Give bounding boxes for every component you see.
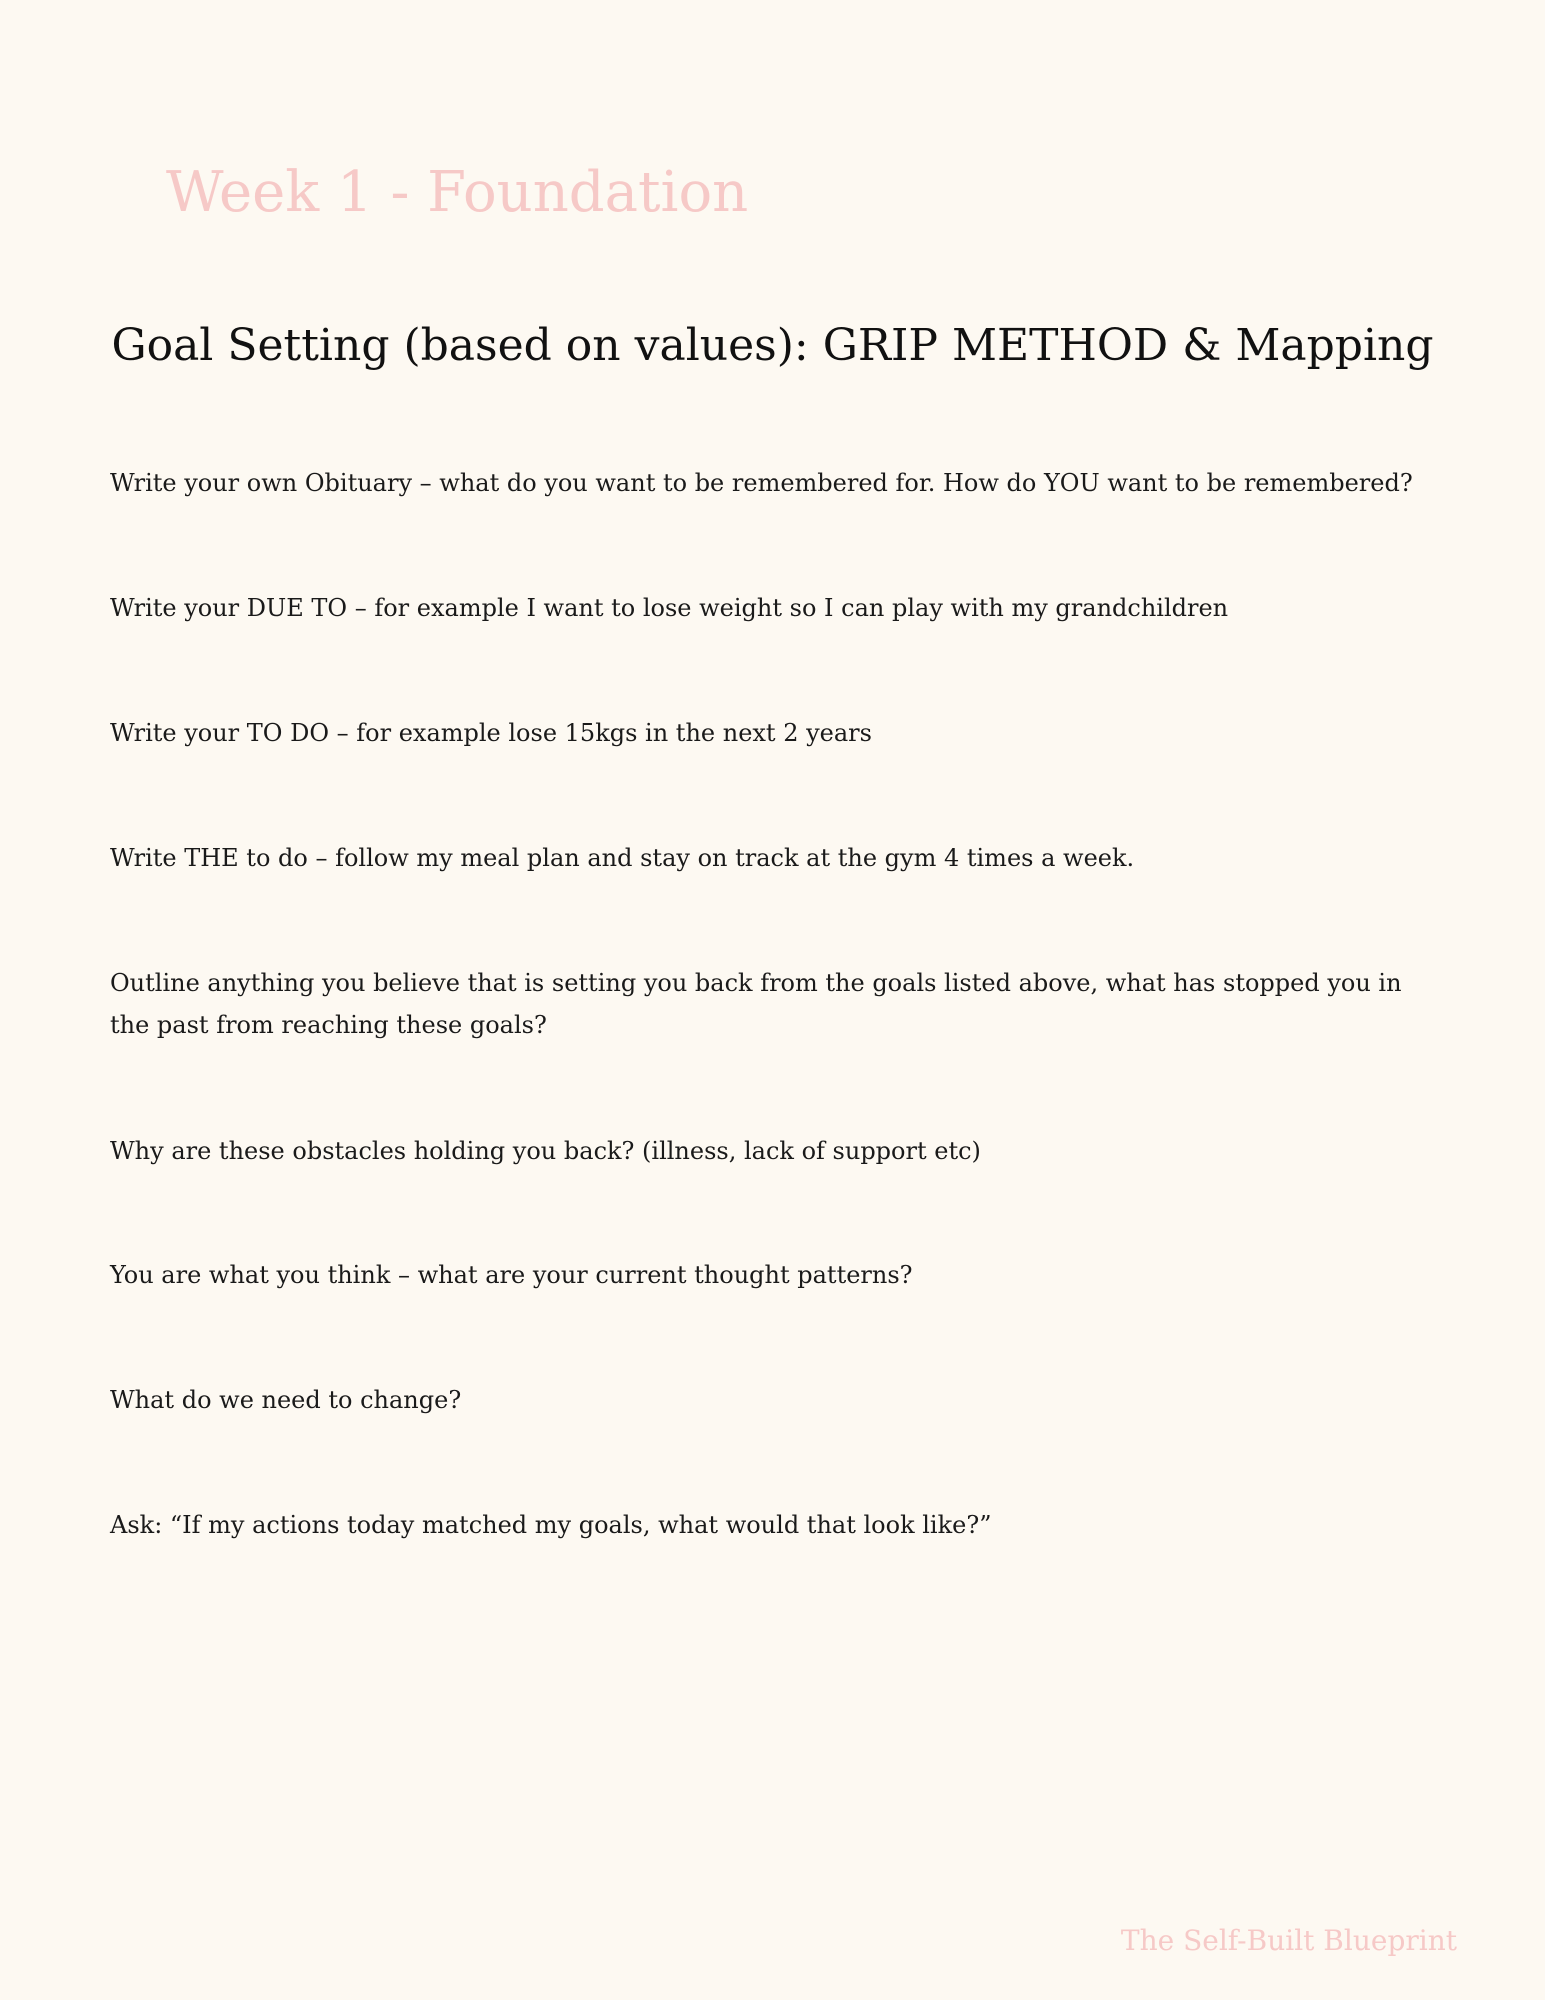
prompt-obstacles: Why are these obstacles holding you back? (illness, lack of support etc) bbox=[110, 1137, 981, 1165]
footer-brand: The Self-Built Blueprint bbox=[1120, 1924, 1457, 1957]
section-title: Goal Setting (based on values): GRIP METHOD & Mapping bbox=[111, 320, 1434, 371]
prompt-actions-today: Ask: “If my actions today matched my goals, what would that look like?” bbox=[110, 1511, 992, 1539]
prompt-due-to: Write your DUE TO – for example I want to lose weight so I can play with my grandchildren bbox=[110, 594, 1229, 622]
prompt-obituary: Write your own Obituary – what do you want to be remembered for. How do YOU want to be remembered? bbox=[110, 469, 1413, 497]
prompt-thought-patterns: You are what you think – what are your current thought patterns? bbox=[110, 1261, 913, 1289]
prompt-list bbox=[110, 462, 1440, 1546]
week-title: Week 1 - Foundation bbox=[166, 160, 749, 225]
prompt-to-do: Write your TO DO – for example lose 15kgs in the next 2 years bbox=[110, 719, 872, 747]
prompt-setbacks: Outline anything you believe that is setting you back from the goals listed above, what has stopped you in the past from reaching these goals? bbox=[110, 969, 1402, 1039]
prompt-the-to-do: Write THE to do – follow my meal plan and stay on track at the gym 4 times a week. bbox=[110, 844, 1135, 872]
prompt-change: What do we need to change? bbox=[110, 1386, 462, 1414]
